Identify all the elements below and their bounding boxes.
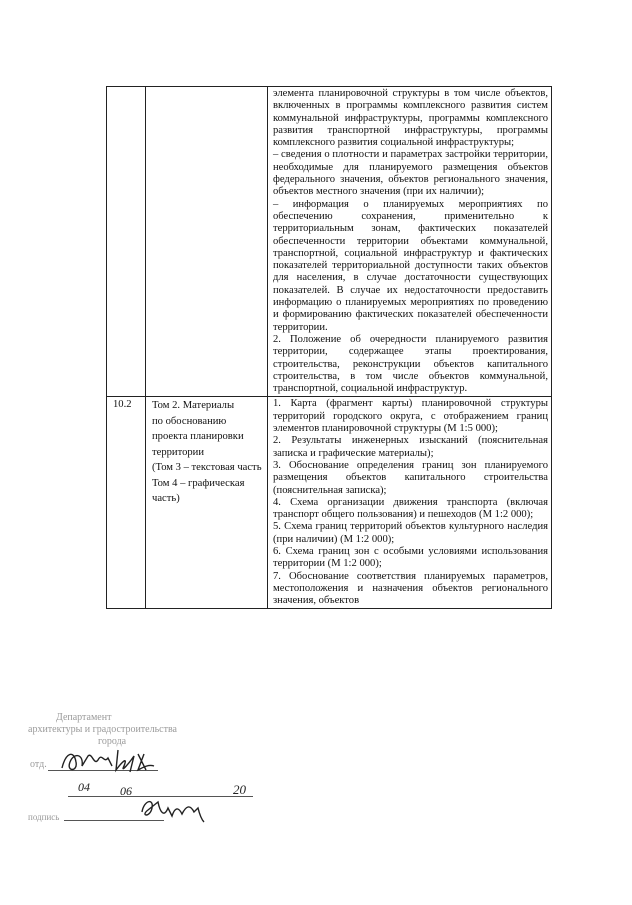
name-line: Том 2. Материалы — [152, 400, 235, 412]
name-line: (Том 3 – текстовая часть — [152, 462, 262, 474]
row-name — [146, 397, 267, 507]
paragraph: 7. Обоснование соответствия планируемых параметров, местоположения и назначения объектов регионального значения, объектов — [273, 570, 548, 607]
row-number-cell — [107, 397, 146, 609]
row-content — [268, 87, 551, 396]
stamp-line: архитектуры и градостроительства — [28, 724, 177, 735]
name-line: проекта планировки — [152, 431, 244, 443]
row-number — [107, 87, 145, 89]
date-year: 20 — [233, 782, 246, 797]
row-number: 10.2 — [113, 399, 132, 411]
date-day: 04 — [78, 780, 90, 794]
row-content — [268, 397, 551, 608]
name-line: Том 4 – графическая часть) — [152, 477, 245, 505]
paragraph: 6. Схема границ зон с особыми условиями использования территории (М 1:2 000); — [273, 545, 548, 570]
table-row — [107, 397, 552, 609]
paragraph: 2. Положение об очередности планируемого развития территории, содержащее этапы проектирования, строительства, реконструкции объектов капитального строительства, в том числе объектов коммунальной, транспортной, социальной инфраструктур. — [273, 333, 548, 395]
stamp-line: города — [98, 736, 127, 747]
row-name-cell — [146, 397, 268, 609]
paragraph: 5. Схема границ территорий объектов культурного наследия (при наличии) (М 1:2 000); — [273, 521, 548, 545]
paragraph: 2. Результаты инженерных изысканий (пояснительная записка и графические материалы); — [273, 435, 548, 459]
paragraph: – сведения о плотности и параметрах застройки территории, необходимые для планируемого размещения объектов федерального значения, объектов регионального значения, объектов местного значения (при их наличии); — [273, 149, 548, 198]
row-content-cell — [268, 397, 552, 609]
date-month: 06 — [120, 784, 132, 798]
handwritten-signature — [58, 742, 158, 778]
paragraph: элемента планировочной структуры в том числе объектов, включенных в программы комплексного развития систем коммунальной инфраструктуры, программы комплексного развития транспортной инфраструктуры, программы комплексного развития социальной инфраструктуры; — [273, 88, 548, 149]
approval-stamp — [28, 712, 258, 832]
stamp-line: Департамент — [56, 712, 112, 723]
row-content-cell — [268, 87, 552, 397]
podpis-line — [64, 820, 164, 821]
stamp-line: отд. — [30, 759, 47, 770]
table-row — [107, 87, 552, 397]
signature-label: подпись — [28, 812, 60, 822]
row-number-cell — [107, 87, 146, 397]
name-line: по обоснованию — [152, 415, 227, 427]
row-name-cell — [146, 87, 268, 397]
paragraph: – информация о планируемых мероприятиях по обеспечению сохранения, применительно к территориальным зонам, фактических показателей обеспеченности территории объектами коммунальной, транспортной, социальной инфраструктур и фактических показателей территориальной доступности таких объектов для населения, в случае достаточности существующих показателей. В случае их недостаточности предоставить информацию о планируемых мероприятиях по проведению и формированию фактических показателей обеспеченности территории. — [273, 198, 548, 333]
paragraph: 1. Карта (фрагмент карты) планировочной структуры территорий городского округа, с отображением границ элементов планировочной структуры (М 1:5 000); — [273, 398, 548, 435]
document-table — [106, 86, 552, 609]
row-name — [146, 87, 267, 88]
paragraph: 3. Обоснование определения границ зон планируемого размещения объектов капитального строительства (пояснительная записка); — [273, 459, 548, 496]
name-line: территории — [152, 446, 205, 458]
paragraph: 4. Схема организации движения транспорта (включая транспорт общего пользования) и пешеходов (М 1:2 000); — [273, 496, 548, 521]
